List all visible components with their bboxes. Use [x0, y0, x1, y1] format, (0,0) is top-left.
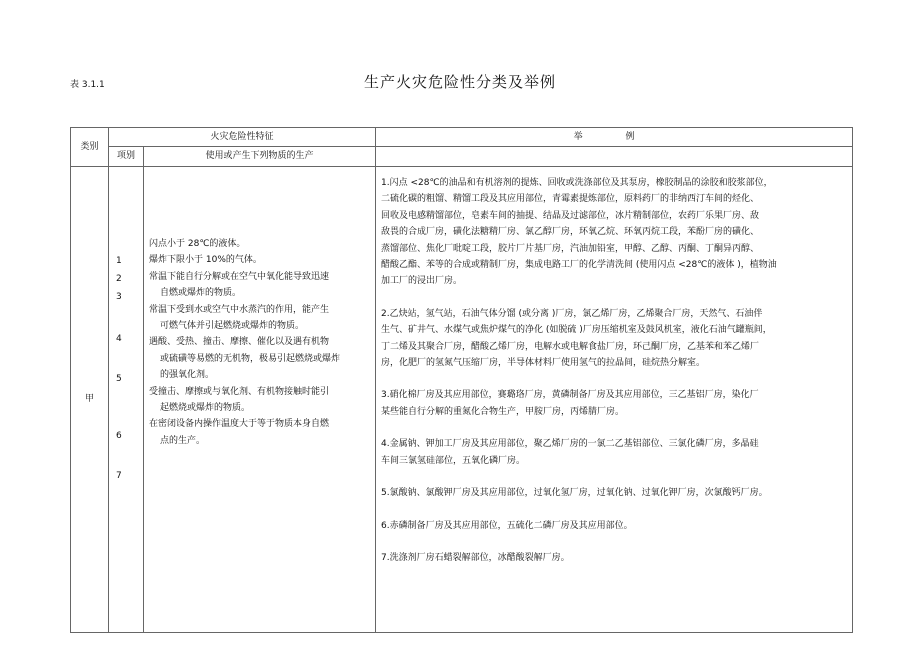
- example-group-2: [381, 306, 844, 372]
- page-title: 生产火灾危险性分类及举例: [363, 73, 556, 91]
- example-line: 生气、矿井气、水煤气或焦炉煤气的净化 (如脱硫 )厂房压缩机室及鼓风机室，液化石油气罐瓶间，: [381, 325, 772, 336]
- category-value: 甲: [71, 167, 109, 633]
- item-number: 2: [116, 274, 122, 284]
- property-line: 可燃气体并引起燃烧或爆炸的物质。: [160, 321, 305, 332]
- property-line: 起燃烧或爆炸的物质。: [160, 403, 251, 414]
- header-row-2: [71, 147, 853, 167]
- property-line: 在密闭设备内操作温度大于等于物质本身自燃: [149, 419, 330, 430]
- example-line: 丁二烯及其聚合厂房，醋酸乙烯厂房，电解水或电解食盐厂房，环己酮厂房，乙基苯和苯乙烯厂: [381, 341, 760, 352]
- example-group-4: [381, 436, 844, 469]
- property-line: 点的生产。: [160, 435, 206, 446]
- property-line: 或硫磺等易燃的无机物，极易引起燃烧或爆炸: [160, 353, 341, 364]
- property-line: 的强氧化剂。: [160, 370, 215, 381]
- property-line: 遇酸、受热、撞击、摩擦、催化以及遇有机物: [149, 337, 330, 348]
- example-line: 某些能自行分解的重氮化合物生产，甲胺厂房，丙烯腈厂房。: [381, 406, 625, 417]
- header-use: 使用或产生下列物质的生产: [144, 147, 376, 167]
- example-line: 4.金属钠、钾加工厂房及其应用部位，聚乙烯厂房的一氯二乙基铝部位、三氯化磷厂房，多晶硅: [381, 439, 759, 450]
- property-line: 常温下能自行分解或在空气中氧化能导致迅速: [149, 271, 330, 282]
- category-row-jia: [71, 167, 853, 633]
- example-line: 回收及电感精馏部位，皂素车间的抽提、结晶及过滤部位，冰片精制部位，农药厂乐果厂房、敌: [381, 210, 760, 221]
- item-number: 5: [116, 374, 122, 384]
- example-line: 6.赤磷制备厂房及其应用部位，五硫化二磷厂房及其应用部位。: [381, 520, 633, 531]
- item-number: 3: [116, 292, 122, 302]
- example-line: 加工厂的浸出厂房。: [381, 276, 463, 287]
- properties-cell: [144, 167, 376, 633]
- item-numbers-cell: [109, 167, 144, 633]
- header-examples: 举 例: [376, 128, 853, 147]
- example-group-6: [381, 518, 844, 534]
- example-group-5: [381, 485, 844, 501]
- header-blank: [376, 147, 853, 167]
- example-line: 5.氯酸钠、氯酸钾厂房及其应用部位，过氧化氢厂房，过氧化钠、过氧化钾厂房，次氯酸钙厂房。: [381, 488, 768, 499]
- item-number: 4: [116, 334, 122, 344]
- item-number: 1: [116, 256, 122, 266]
- table-label: 表 3.1.1: [70, 80, 105, 90]
- example-line: 二硫化碳的粗馏、精馏工段及其应用部位，青霉素提炼部位，原料药厂的非纳西汀车间的烃化、: [381, 194, 760, 205]
- example-line: 1.闪点 <28℃的油品和有机溶剂的提炼、回收或洗涤部位及其泵房，橡胶制品的涂胶和胶浆部位，: [381, 178, 773, 188]
- header-category: 类别: [71, 128, 109, 167]
- header-features: 火灾危险性特征: [109, 128, 376, 147]
- item-number: 7: [116, 471, 122, 481]
- example-line: 房，化肥厂的氢氮气压缩厂房，半导体材料厂使用氢气的拉晶间，硅烷热分解室。: [381, 358, 706, 369]
- example-line: 敌畏的合成厂房，磺化法糖精厂房、氯乙醇厂房，环氧乙烷、环氧丙烷工段，苯酚厂房的磺化、: [381, 227, 760, 238]
- examples-cell: [376, 167, 853, 633]
- example-group-7: [381, 550, 844, 566]
- property-line: 闪点小于 28℃的液体。: [149, 239, 246, 249]
- header-row-1: [71, 128, 853, 147]
- example-line: 2.乙炔站，氢气站，石油气体分馏 (或分离 )厂房，氯乙烯厂房，乙烯聚合厂房，天然气、石油伴: [381, 308, 763, 319]
- example-group-3: [381, 387, 844, 420]
- fire-hazard-table: [70, 127, 853, 633]
- item-number: 6: [116, 431, 122, 441]
- example-group-1: [381, 175, 844, 290]
- example-line: 7.洗涤剂厂房石蜡裂解部位，冰醋酸裂解厂房。: [381, 552, 570, 563]
- example-line: 蒸馏部位、焦化厂吡啶工段，胶片厂片基厂房，汽油加铅室，甲醇、乙醇、丙酮、丁酮异丙醇、: [381, 243, 760, 254]
- property-line: 爆炸下限小于 10%的气体。: [149, 255, 262, 266]
- example-line: 车间三氯氢硅部位，五氧化磷厂房。: [381, 455, 526, 466]
- example-line: 醋酸乙酯、苯等的合成或精制厂房，集成电路工厂的化学清洗间 (使用闪点 <28℃的液体 )，植物油: [381, 260, 777, 271]
- property-line: 受撞击、摩擦或与氧化剂、有机物接触时能引: [149, 386, 330, 397]
- example-line: 3.硝化棉厂房及其应用部位，赛璐珞厂房，黄磷制备厂房及其应用部位，三乙基铝厂房，染化厂: [381, 390, 759, 401]
- header-item: 项别: [109, 147, 144, 167]
- property-line: 常温下受到水或空气中水蒸汽的作用，能产生: [149, 304, 330, 315]
- property-line: 自燃或爆炸的物质。: [160, 288, 242, 299]
